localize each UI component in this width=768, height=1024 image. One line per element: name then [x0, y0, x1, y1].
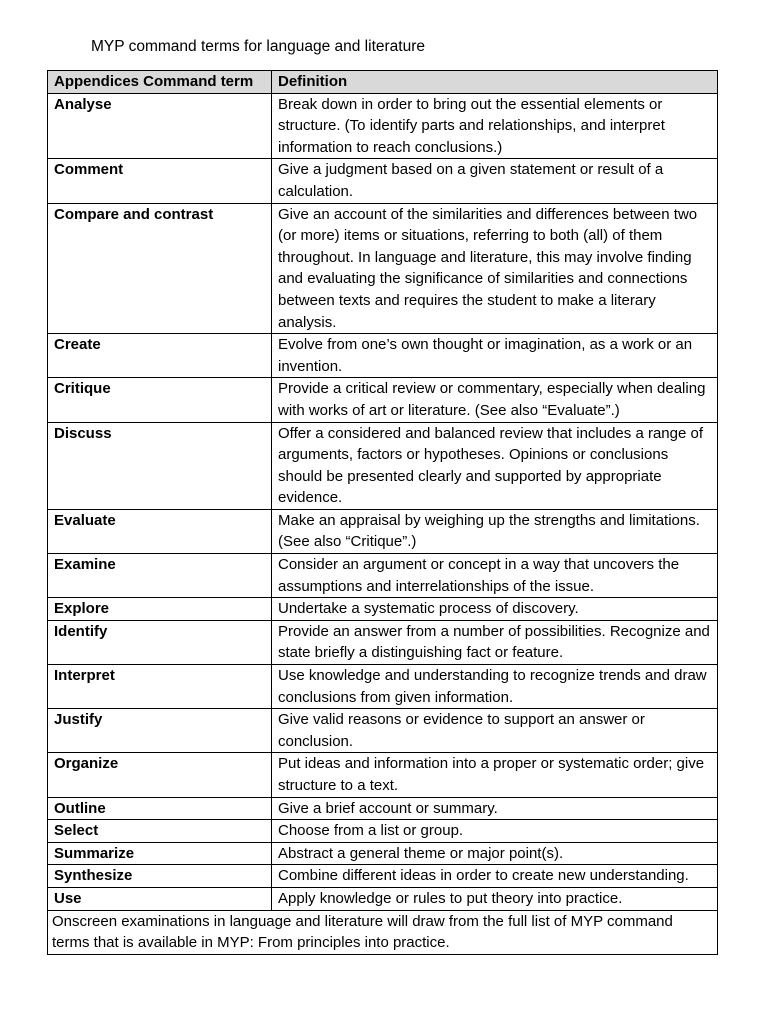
table-row: [48, 620, 718, 664]
table-header-row: [48, 71, 718, 94]
document-title: MYP command terms for language and literature: [91, 38, 425, 55]
definition-cell: Use knowledge and understanding to recognize trends and draw conclusions from given information.: [272, 665, 718, 709]
footer-note: Onscreen examinations in language and literature will draw from the full list of MYP command terms that is available in MYP: From principles into practice.: [48, 910, 718, 954]
definition-cell: Abstract a general theme or major point(s).: [272, 842, 718, 865]
term-cell: Use: [48, 887, 272, 910]
table-row: [48, 93, 718, 159]
definition-cell: Make an appraisal by weighing up the strengths and limitations. (See also “Critique”.): [272, 509, 718, 553]
table-footer-row: [48, 910, 718, 954]
term-cell: Organize: [48, 753, 272, 797]
term-cell: Discuss: [48, 422, 272, 509]
term-cell: Examine: [48, 554, 272, 598]
term-cell: Identify: [48, 620, 272, 664]
term-cell: Comment: [48, 159, 272, 203]
term-cell: Critique: [48, 378, 272, 422]
term-cell: Summarize: [48, 842, 272, 865]
column-header-definition: Definition: [272, 71, 718, 94]
table-row: [48, 709, 718, 753]
table-row: [48, 554, 718, 598]
table-row: [48, 378, 718, 422]
term-cell: Compare and contrast: [48, 203, 272, 334]
definition-cell: Give valid reasons or evidence to support an answer or conclusion.: [272, 709, 718, 753]
table-row: [48, 797, 718, 820]
definition-cell: Provide an answer from a number of possibilities. Recognize and state briefly a distinguishing fact or feature.: [272, 620, 718, 664]
definition-cell: Combine different ideas in order to create new understanding.: [272, 865, 718, 888]
table-row: [48, 159, 718, 203]
definition-cell: Give an account of the similarities and differences between two (or more) items or situations, referring to both (all) of them throughout. In language and literature, this may involve finding and evaluating the significance of similarities and connections between texts and requires the student to make a literary analysis.: [272, 203, 718, 334]
definition-cell: Consider an argument or concept in a way that uncovers the assumptions and interrelationships of the issue.: [272, 554, 718, 598]
term-cell: Analyse: [48, 93, 272, 159]
column-header-term: Appendices Command term: [48, 71, 272, 94]
table-row: [48, 753, 718, 797]
table-row: [48, 509, 718, 553]
term-cell: Evaluate: [48, 509, 272, 553]
table-row: [48, 203, 718, 334]
term-cell: Outline: [48, 797, 272, 820]
table-row: [48, 334, 718, 378]
definition-cell: Offer a considered and balanced review that includes a range of arguments, factors or hypotheses. Opinions or conclusions should be presented clearly and supported by appropriate evidence.: [272, 422, 718, 509]
term-cell: Select: [48, 820, 272, 843]
term-cell: Interpret: [48, 665, 272, 709]
table-row: [48, 887, 718, 910]
table-row: [48, 598, 718, 621]
table-row: [48, 865, 718, 888]
definition-cell: Undertake a systematic process of discovery.: [272, 598, 718, 621]
table-row: [48, 665, 718, 709]
definition-cell: Evolve from one’s own thought or imagination, as a work or an invention.: [272, 334, 718, 378]
term-cell: Explore: [48, 598, 272, 621]
definition-cell: Provide a critical review or commentary, especially when dealing with works of art or literature. (See also “Evaluate”.): [272, 378, 718, 422]
table-row: [48, 422, 718, 509]
table-row: [48, 842, 718, 865]
term-cell: Justify: [48, 709, 272, 753]
definition-cell: Put ideas and information into a proper or systematic order; give structure to a text.: [272, 753, 718, 797]
term-cell: Create: [48, 334, 272, 378]
definition-cell: Give a judgment based on a given statement or result of a calculation.: [272, 159, 718, 203]
definition-cell: Choose from a list or group.: [272, 820, 718, 843]
definition-cell: Give a brief account or summary.: [272, 797, 718, 820]
table-row: [48, 820, 718, 843]
definition-cell: Break down in order to bring out the essential elements or structure. (To identify parts and relationships, and interpret information to reach conclusions.): [272, 93, 718, 159]
definition-cell: Apply knowledge or rules to put theory into practice.: [272, 887, 718, 910]
term-cell: Synthesize: [48, 865, 272, 888]
command-terms-table: [47, 70, 718, 955]
